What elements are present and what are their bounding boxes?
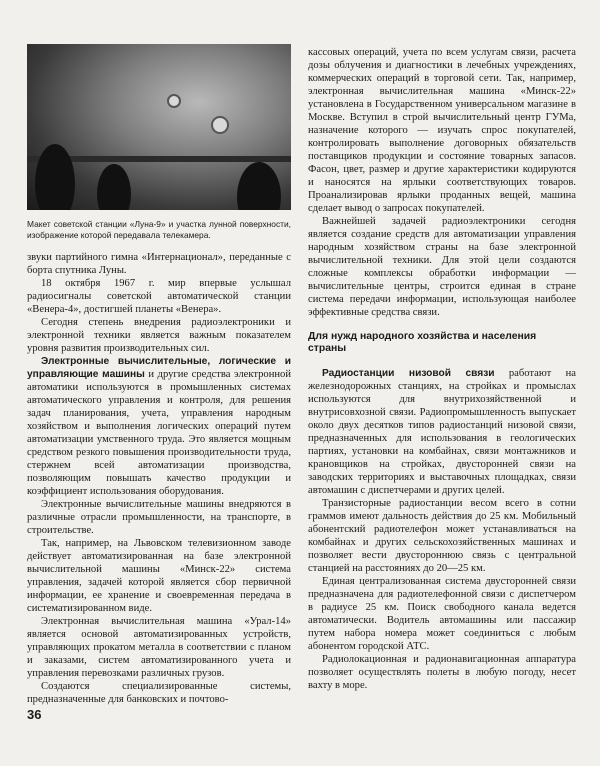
paragraph: Транзисторные радиостанции весом всего в сотни граммов имеют дальность действия до 25 км. Мобильный абонентский радиотелефон может устанавливаться на комбайнах и других сельскохозяйственных машинах и позволяет вести двустороннюю связь с центральной станцией на расстояниях до 20—25 км. [308, 498, 576, 574]
right-column [308, 46, 576, 692]
paragraph: Радиолокационная и радионавигационная аппаратура позволяет осуществлять полеты в любую погоду, несет вахту в море. [308, 654, 576, 691]
paragraph: Создаются специализированные системы, предназначенные для банковских и почтово- [27, 681, 291, 705]
term-radio-stations: Радиостанции низовой связи [322, 368, 495, 379]
photo-caption: Макет советской станции «Луна-9» и участка лунной поверхности, изображение которой передавала телекамера. [27, 219, 291, 240]
paragraph: кассовых операций, учета по всем услугам связи, расчета дозы облучения и диагностики в лечебных учреждениях, коммерческих операций в торговой сети. Так, например, электронная вычислительная машина «Минск-22» установлена в Государственном универсальном магазине в Москве. Вступил в строй вычислительный центр ГУМа, назначение которого — изучать спрос покупателей, контролировать выполнение договорных обязательств поставщиков продукции и состояние товарных запасов. Фасон, цвет, размер и другие характеристики кодируются и наносятся на ярлыки соответствующих товаров. Проанализировав ярлыки проданных вещей, машина сделает вывод о запросах покупателей. [308, 47, 576, 214]
paragraph-text: и другие средства электронной автоматики используются в промышленных системах автоматического управления и контроля, для решения задач планирования, учета, управления народным хозяйством и выполнения логических операций путем автоматизации умственного труда. Это является мощным средством резкого повышения производительности труда, стержнем всей автоматизации производства, позволяющим повышать качество продукции и коэффициент использования оборудования. [27, 369, 292, 497]
paragraph [27, 355, 291, 498]
paragraph: звуки партийного гимна «Интернационал», переданные с борта спутника Луны. [27, 252, 291, 276]
paragraph [308, 367, 576, 497]
photo-station-model [211, 116, 229, 134]
term-computers: Электронные вычислительные, логические и управляющие машины [27, 356, 291, 380]
paragraph: Важнейшей задачей радиоэлектроники сегодня является создание средств для автоматизации управления народным хозяйством страны на базе электронной вычислительной техники. Для этой цели создаются сложные комплексы обработки информации — вычислительные центры, строится единая в стране система передачи информации, использующая наиболее эффективные средства связи. [308, 216, 576, 318]
photo-luna-9-model [27, 44, 291, 210]
paragraph: Электронная вычислительная машина «Урал-14» является основой автоматизированных устройств, управляющих прокатом металла в соответствии с планом и заказами, систем автоматизированного учета и управления перевозками различных грузов. [27, 616, 291, 679]
paragraph: Единая централизованная система двусторонней связи предназначена для радиотелефонной связи с диспетчером в радиусе 25 км. Поиск свободного канала ведется автоматически. Водитель автомашины или пассажир путем набора номера может соединиться с любым абонентом городской АТС. [308, 576, 576, 652]
photo-visitor [97, 164, 131, 210]
paragraph: Сегодня степень внедрения радиоэлектроники и электронной техники является важным показателем уровня развития производительных сил. [27, 317, 291, 354]
paragraph: Электронные вычислительные машины внедряются в различные отрасли промышленности, на транспорте, в строительстве. [27, 499, 291, 536]
photo-station-model [167, 94, 181, 108]
left-column [27, 44, 291, 706]
page-number: 36 [27, 707, 42, 722]
paragraph-text: работают на железнодорожных станциях, на стройках и промыслах используются для внутрихозяйственной и внутрисовхозной связи. Радиопромышленность выпускает около двух десятков типов радиостанций низовой связи, предназначенных для использования в геологических партиях, установки на комбайнах, связи монтажников и крановщиков на стройках, двусторонней связи на заводских территориях и выставочных площадках, связи автомашин с диспетчерами и других целей. [308, 368, 576, 496]
section-heading: Для нужд народного хозяйства и населения страны [308, 331, 537, 354]
paragraph: Так, например, на Львовском телевизионном заводе действует автоматизированная на базе электронной вычислительной машины «Минск-22» система управления, задачей которой является сбор первичной информации, ее хранение и своевременная передача в систематизированном виде. [27, 538, 291, 614]
photo-visitor [35, 144, 75, 210]
paragraph: 18 октября 1967 г. мир впервые услышал радиосигналы советской автоматической станции «Венера-4», достигшей планеты «Венера». [27, 278, 291, 315]
photo-visitor [237, 162, 281, 210]
